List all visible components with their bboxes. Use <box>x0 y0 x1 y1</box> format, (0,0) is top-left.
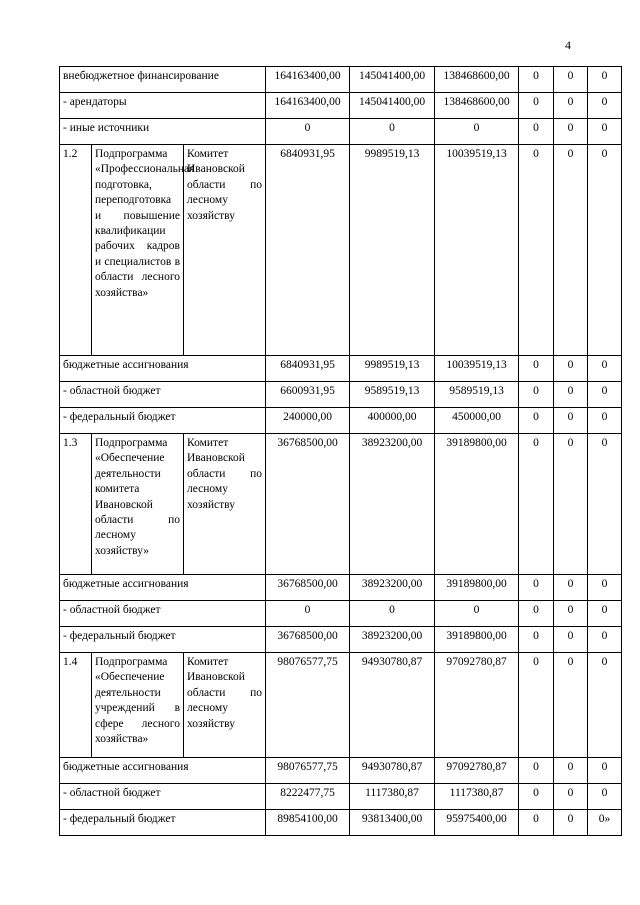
row-label: - федеральный бюджет <box>60 810 266 836</box>
amount-zero-1: 0 <box>519 810 554 836</box>
amount-year-2: 94930780,87 <box>350 758 435 784</box>
row-label: - федеральный бюджет <box>60 627 266 653</box>
amount-year-2: 0 <box>350 119 435 145</box>
budget-table <box>59 66 622 836</box>
amount-zero-1: 0 <box>519 67 554 93</box>
row-label: - областной бюджет <box>60 382 266 408</box>
amount-year-3: 0 <box>435 601 519 627</box>
summary-row <box>60 356 622 382</box>
amount-year-2: 9989519,13 <box>350 356 435 382</box>
amount-zero-1: 0 <box>519 653 554 758</box>
summary-row <box>60 382 622 408</box>
program-number: 1.4 <box>60 653 92 758</box>
amount-zero-2: 0 <box>554 434 588 575</box>
amount-zero-2: 0 <box>554 382 588 408</box>
amount-zero-3: 0 <box>588 356 622 382</box>
amount-year-2: 93813400,00 <box>350 810 435 836</box>
program-row <box>60 434 622 575</box>
summary-row <box>60 575 622 601</box>
amount-year-1: 164163400,00 <box>266 67 350 93</box>
amount-zero-2: 0 <box>554 758 588 784</box>
amount-year-3: 97092780,87 <box>435 653 519 758</box>
program-name: Подпрограмма «Обеспечение деятельности комитета Ивановской области по лесному хозяйству» <box>92 434 184 575</box>
summary-row <box>60 93 622 119</box>
amount-year-2: 9989519,13 <box>350 145 435 356</box>
row-label: - федеральный бюджет <box>60 408 266 434</box>
amount-year-1: 36768500,00 <box>266 434 350 575</box>
amount-year-1: 0 <box>266 119 350 145</box>
program-name: Подпрограмма «Профессиональная подготовка, переподготовка и повышение квалификации рабочих кадров и специалистов в области лесного хозяйства» <box>92 145 184 356</box>
amount-zero-3: 0 <box>588 93 622 119</box>
amount-zero-3: 0 <box>588 145 622 356</box>
row-label: - областной бюджет <box>60 784 266 810</box>
amount-year-2: 38923200,00 <box>350 627 435 653</box>
amount-year-3: 39189800,00 <box>435 627 519 653</box>
amount-year-2: 145041400,00 <box>350 67 435 93</box>
program-name: Подпрограмма «Обеспечение деятельности учреждений в сфере лесного хозяйства» <box>92 653 184 758</box>
amount-year-1: 89854100,00 <box>266 810 350 836</box>
amount-zero-3: 0 <box>588 382 622 408</box>
amount-zero-3: 0 <box>588 119 622 145</box>
amount-year-3: 9589519,13 <box>435 382 519 408</box>
amount-zero-3: 0 <box>588 408 622 434</box>
program-row <box>60 145 622 356</box>
amount-year-1: 8222477,75 <box>266 784 350 810</box>
amount-year-1: 36768500,00 <box>266 575 350 601</box>
amount-zero-2: 0 <box>554 119 588 145</box>
amount-year-2: 94930780,87 <box>350 653 435 758</box>
amount-year-2: 145041400,00 <box>350 93 435 119</box>
summary-row <box>60 810 622 836</box>
program-executor: Комитет Ивановской области по лесному хозяйству <box>184 653 266 758</box>
program-row <box>60 653 622 758</box>
amount-year-1: 36768500,00 <box>266 627 350 653</box>
amount-zero-1: 0 <box>519 93 554 119</box>
summary-row <box>60 119 622 145</box>
program-number: 1.2 <box>60 145 92 356</box>
amount-year-3: 39189800,00 <box>435 434 519 575</box>
amount-year-3: 97092780,87 <box>435 758 519 784</box>
summary-row <box>60 601 622 627</box>
amount-zero-2: 0 <box>554 784 588 810</box>
table-body <box>60 67 622 836</box>
amount-year-3: 95975400,00 <box>435 810 519 836</box>
amount-zero-3: 0 <box>588 627 622 653</box>
row-label: бюджетные ассигнования <box>60 758 266 784</box>
amount-zero-1: 0 <box>519 408 554 434</box>
amount-zero-2: 0 <box>554 93 588 119</box>
amount-zero-1: 0 <box>519 758 554 784</box>
amount-zero-3: 0 <box>588 601 622 627</box>
amount-zero-2: 0 <box>554 67 588 93</box>
row-label: - иные источники <box>60 119 266 145</box>
amount-zero-3: 0 <box>588 67 622 93</box>
amount-zero-2: 0 <box>554 653 588 758</box>
row-label: - областной бюджет <box>60 601 266 627</box>
amount-year-1: 6840931,95 <box>266 356 350 382</box>
amount-zero-1: 0 <box>519 382 554 408</box>
amount-zero-1: 0 <box>519 601 554 627</box>
amount-zero-2: 0 <box>554 601 588 627</box>
amount-zero-2: 0 <box>554 810 588 836</box>
amount-zero-3: 0 <box>588 758 622 784</box>
summary-row <box>60 758 622 784</box>
row-label: внебюджетное финансирование <box>60 67 266 93</box>
amount-year-3: 10039519,13 <box>435 145 519 356</box>
amount-year-1: 240000,00 <box>266 408 350 434</box>
amount-zero-1: 0 <box>519 434 554 575</box>
row-label: бюджетные ассигнования <box>60 575 266 601</box>
amount-zero-2: 0 <box>554 356 588 382</box>
amount-year-2: 0 <box>350 601 435 627</box>
summary-row <box>60 784 622 810</box>
summary-row <box>60 67 622 93</box>
amount-year-3: 450000,00 <box>435 408 519 434</box>
amount-year-2: 9589519,13 <box>350 382 435 408</box>
amount-year-1: 6600931,95 <box>266 382 350 408</box>
page-number: 4 <box>565 38 571 52</box>
amount-zero-3: 0 <box>588 434 622 575</box>
amount-zero-3: 0 <box>588 575 622 601</box>
program-executor: Комитет Ивановской области по лесному хозяйству <box>184 145 266 356</box>
program-executor: Комитет Ивановской области по лесному хозяйству <box>184 434 266 575</box>
amount-year-1: 98076577,75 <box>266 653 350 758</box>
amount-year-3: 10039519,13 <box>435 356 519 382</box>
amount-year-1: 98076577,75 <box>266 758 350 784</box>
amount-zero-1: 0 <box>519 627 554 653</box>
amount-year-2: 1117380,87 <box>350 784 435 810</box>
amount-zero-1: 0 <box>519 145 554 356</box>
amount-zero-1: 0 <box>519 356 554 382</box>
row-label: - арендаторы <box>60 93 266 119</box>
amount-year-3: 39189800,00 <box>435 575 519 601</box>
amount-year-3: 138468600,00 <box>435 93 519 119</box>
amount-zero-1: 0 <box>519 784 554 810</box>
amount-zero-2: 0 <box>554 145 588 356</box>
amount-year-3: 138468600,00 <box>435 67 519 93</box>
program-number: 1.3 <box>60 434 92 575</box>
amount-year-2: 400000,00 <box>350 408 435 434</box>
amount-zero-1: 0 <box>519 119 554 145</box>
amount-zero-2: 0 <box>554 627 588 653</box>
amount-year-2: 38923200,00 <box>350 434 435 575</box>
amount-year-1: 0 <box>266 601 350 627</box>
amount-zero-3: 0 <box>588 784 622 810</box>
row-label: бюджетные ассигнования <box>60 356 266 382</box>
amount-zero-2: 0 <box>554 408 588 434</box>
amount-year-3: 0 <box>435 119 519 145</box>
amount-zero-3: 0 <box>588 653 622 758</box>
amount-year-2: 38923200,00 <box>350 575 435 601</box>
summary-row <box>60 627 622 653</box>
amount-year-1: 6840931,95 <box>266 145 350 356</box>
amount-zero-1: 0 <box>519 575 554 601</box>
amount-zero-2: 0 <box>554 575 588 601</box>
amount-year-1: 164163400,00 <box>266 93 350 119</box>
amount-year-3: 1117380,87 <box>435 784 519 810</box>
amount-zero-3: 0» <box>588 810 622 836</box>
summary-row <box>60 408 622 434</box>
